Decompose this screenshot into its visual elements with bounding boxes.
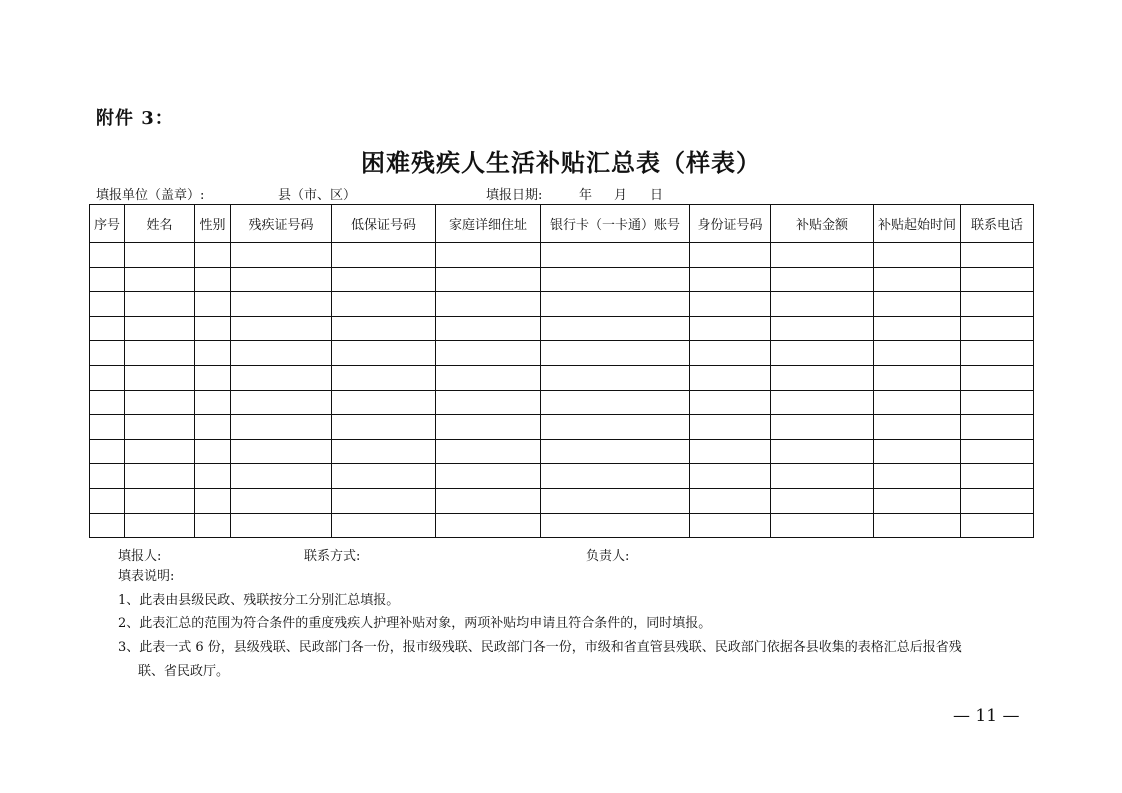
table-cell: [961, 439, 1034, 464]
note-item-2: 2、此表汇总的范围为符合条件的重度残疾人护理补贴对象，两项补贴均申请且符合条件的，同时填报。: [118, 616, 712, 631]
table-cell: [771, 365, 874, 390]
table-cell: [231, 292, 332, 317]
table-cell: [90, 243, 125, 268]
table-cell: [690, 488, 771, 513]
table-cell: [90, 464, 125, 489]
table-row: [90, 488, 1034, 513]
table-cell: [125, 365, 195, 390]
table-cell: [195, 316, 231, 341]
table-cell: [436, 267, 541, 292]
table-cell: [231, 341, 332, 366]
table-cell: [874, 243, 961, 268]
table-cell: [541, 513, 690, 538]
date-day-label: 日: [650, 188, 664, 203]
table-cell: [90, 513, 125, 538]
table-cell: [436, 439, 541, 464]
table-cell: [541, 267, 690, 292]
table-cell: [332, 341, 436, 366]
table-row: [90, 415, 1034, 440]
table-cell: [332, 464, 436, 489]
table-cell: [690, 439, 771, 464]
table-cell: [90, 439, 125, 464]
table-cell: [90, 341, 125, 366]
table-cell: [90, 365, 125, 390]
table-cell: [436, 488, 541, 513]
note-item-3-continuation: 联、省民政厅。: [138, 664, 230, 679]
table-cell: [690, 415, 771, 440]
table-cell: [332, 316, 436, 341]
table-cell: [961, 365, 1034, 390]
table-cell: [771, 243, 874, 268]
table-cell: [436, 316, 541, 341]
table-cell: [874, 415, 961, 440]
table-cell: [690, 243, 771, 268]
table-cell: [231, 267, 332, 292]
column-header-name: 姓名: [125, 205, 195, 243]
table-cell: [436, 365, 541, 390]
table-cell: [436, 464, 541, 489]
table-cell: [436, 415, 541, 440]
table-cell: [874, 341, 961, 366]
column-header-phone: 联系电话: [961, 205, 1034, 243]
table-cell: [231, 390, 332, 415]
column-header-subsidy-start-time: 补贴起始时间: [874, 205, 961, 243]
table-row: [90, 464, 1034, 489]
county-label: 县（市、区）: [278, 188, 357, 203]
table-row: [90, 365, 1034, 390]
table-cell: [541, 243, 690, 268]
table-cell: [961, 415, 1034, 440]
table-row: [90, 390, 1034, 415]
table-cell: [90, 488, 125, 513]
table-cell: [195, 243, 231, 268]
table-cell: [690, 365, 771, 390]
attachment-label: 附件 3：: [96, 108, 174, 129]
table-cell: [195, 415, 231, 440]
column-header-gender: 性别: [195, 205, 231, 243]
column-header-bank-card-account: 银行卡（一卡通）账号: [541, 205, 690, 243]
table-cell: [90, 390, 125, 415]
table-cell: [231, 415, 332, 440]
table-cell: [195, 267, 231, 292]
table-cell: [436, 292, 541, 317]
table-row: [90, 316, 1034, 341]
table-cell: [874, 390, 961, 415]
filler-label: 填报人:: [118, 549, 162, 564]
column-header-subsidy-amount: 补贴金额: [771, 205, 874, 243]
table-cell: [195, 488, 231, 513]
table-cell: [961, 513, 1034, 538]
column-header-home-address: 家庭详细住址: [436, 205, 541, 243]
table-cell: [436, 513, 541, 538]
table-cell: [231, 439, 332, 464]
table-cell: [195, 365, 231, 390]
table-cell: [874, 292, 961, 317]
table-cell: [690, 341, 771, 366]
table-row: [90, 513, 1034, 538]
table-cell: [125, 488, 195, 513]
subsidy-summary-table: [89, 204, 1034, 538]
table-cell: [771, 464, 874, 489]
table-cell: [332, 365, 436, 390]
table-cell: [90, 415, 125, 440]
table-header-row: [90, 205, 1034, 243]
table-cell: [771, 415, 874, 440]
table-cell: [690, 292, 771, 317]
date-month-label: 月: [614, 188, 628, 203]
table-cell: [231, 464, 332, 489]
table-cell: [961, 267, 1034, 292]
table-cell: [690, 464, 771, 489]
table-cell: [195, 341, 231, 366]
table-row: [90, 267, 1034, 292]
table-cell: [541, 415, 690, 440]
table-cell: [771, 513, 874, 538]
table-cell: [874, 488, 961, 513]
table-cell: [125, 464, 195, 489]
column-header-subsistence-cert-number: 低保证号码: [332, 205, 436, 243]
table-cell: [231, 316, 332, 341]
date-year-label: 年: [579, 188, 593, 203]
table-cell: [125, 267, 195, 292]
column-header-id-number: 身份证号码: [690, 205, 771, 243]
table-cell: [231, 365, 332, 390]
table-cell: [690, 316, 771, 341]
table-cell: [771, 316, 874, 341]
table-cell: [125, 292, 195, 317]
table-cell: [771, 390, 874, 415]
table-cell: [690, 267, 771, 292]
table-cell: [874, 267, 961, 292]
table-cell: [125, 415, 195, 440]
table-cell: [332, 415, 436, 440]
table-row: [90, 439, 1034, 464]
table-cell: [195, 292, 231, 317]
table-cell: [332, 439, 436, 464]
table-cell: [125, 341, 195, 366]
table-cell: [961, 464, 1034, 489]
table-cell: [332, 513, 436, 538]
table-body: [90, 243, 1034, 538]
table-cell: [90, 267, 125, 292]
note-item-3: 3、此表一式 6 份，县级残联、民政部门各一份，报市级残联、民政部门各一份，市级和省直管县残联、民政部门依据各县收集的表格汇总后报省残: [118, 640, 962, 655]
filling-date-label: 填报日期:: [486, 188, 543, 203]
table-cell: [541, 316, 690, 341]
table-cell: [90, 292, 125, 317]
column-header-serial-number: 序号: [90, 205, 125, 243]
table-cell: [874, 464, 961, 489]
table-cell: [874, 316, 961, 341]
table-cell: [541, 341, 690, 366]
table-row: [90, 292, 1034, 317]
table-cell: [874, 513, 961, 538]
table-cell: [231, 513, 332, 538]
table-cell: [332, 243, 436, 268]
table-cell: [541, 464, 690, 489]
table-cell: [125, 316, 195, 341]
document-title: 困难残疾人生活补贴汇总表（样表）: [361, 148, 761, 177]
table-cell: [541, 365, 690, 390]
table-cell: [961, 341, 1034, 366]
table-cell: [541, 390, 690, 415]
table-cell: [332, 390, 436, 415]
table-row: [90, 243, 1034, 268]
table-cell: [125, 439, 195, 464]
contact-method-label: 联系方式:: [304, 549, 361, 564]
notes-title: 填表说明:: [118, 569, 175, 584]
table-cell: [771, 292, 874, 317]
table-cell: [961, 488, 1034, 513]
table-cell: [332, 488, 436, 513]
table-cell: [961, 243, 1034, 268]
table-cell: [961, 316, 1034, 341]
table-cell: [961, 390, 1034, 415]
table-row: [90, 341, 1034, 366]
table-cell: [125, 513, 195, 538]
table-cell: [195, 513, 231, 538]
table-cell: [690, 390, 771, 415]
table-cell: [690, 513, 771, 538]
table-cell: [771, 267, 874, 292]
table-cell: [541, 488, 690, 513]
table-cell: [541, 439, 690, 464]
table-cell: [332, 267, 436, 292]
table-cell: [231, 243, 332, 268]
column-header-disability-cert-number: 残疾证号码: [231, 205, 332, 243]
table-cell: [436, 341, 541, 366]
table-cell: [436, 390, 541, 415]
table-cell: [125, 243, 195, 268]
table-cell: [771, 439, 874, 464]
table-cell: [231, 488, 332, 513]
table-cell: [436, 243, 541, 268]
table-cell: [874, 365, 961, 390]
note-item-1: 1、此表由县级民政、残联按分工分别汇总填报。: [118, 593, 400, 608]
table-cell: [195, 464, 231, 489]
table-cell: [771, 341, 874, 366]
table-cell: [195, 439, 231, 464]
responsible-person-label: 负责人:: [586, 549, 630, 564]
page-number: — 11 —: [953, 706, 1020, 726]
table-cell: [961, 292, 1034, 317]
table-cell: [874, 439, 961, 464]
filling-unit-label: 填报单位（盖章）:: [96, 188, 205, 203]
table-cell: [541, 292, 690, 317]
table-cell: [332, 292, 436, 317]
table-cell: [195, 390, 231, 415]
table-cell: [771, 488, 874, 513]
table-cell: [90, 316, 125, 341]
table-cell: [125, 390, 195, 415]
